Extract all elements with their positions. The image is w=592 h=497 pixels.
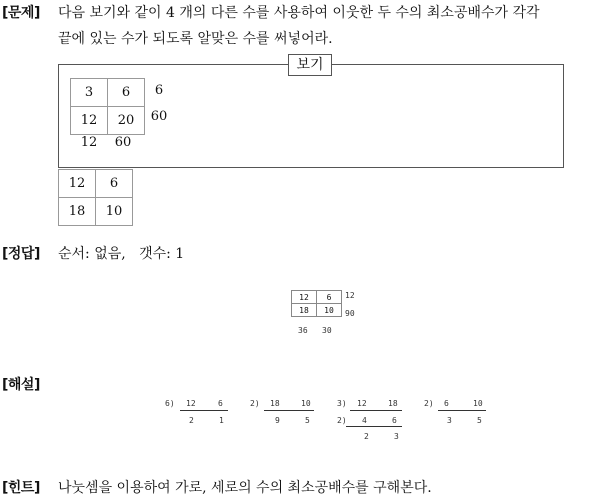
answer-cell: 10 xyxy=(317,304,342,317)
question-cell: 10 xyxy=(96,198,133,226)
hint-text: 나눗셈을 이용하여 가로, 세로의 수의 최소공배수를 구해본다. xyxy=(58,480,432,496)
example-bottom-value: 60 xyxy=(114,135,132,150)
division-number: 6 xyxy=(444,399,449,408)
division-divisor: 3) xyxy=(337,399,347,408)
division-line xyxy=(346,426,402,427)
division-number: 4 xyxy=(362,416,367,425)
division-quotient: 5 xyxy=(305,416,310,425)
division-divisor: 2) xyxy=(424,399,434,408)
question-cell: 18 xyxy=(59,198,96,226)
example-bottom-value: 12 xyxy=(80,135,98,150)
division-line xyxy=(264,410,314,411)
answer-cell: 18 xyxy=(292,304,317,317)
hint-tag: [힌트] xyxy=(2,480,40,496)
division-quotient: 3 xyxy=(394,432,399,441)
division-quotient: 3 xyxy=(447,416,452,425)
answer-cell: 12 xyxy=(292,291,317,304)
division-number: 18 xyxy=(388,399,398,408)
answer-bottom-value: 30 xyxy=(322,326,332,335)
example-cell: 3 xyxy=(71,79,108,107)
division-line xyxy=(180,410,228,411)
question-cell: 12 xyxy=(59,170,96,198)
answer-grid xyxy=(291,290,342,317)
problem-text-line2: 끝에 있는 수가 되도록 알맞은 수를 써넣어라. xyxy=(58,31,333,47)
division-number: 18 xyxy=(270,399,280,408)
example-cell: 6 xyxy=(108,79,145,107)
division-number: 10 xyxy=(301,399,311,408)
answer-right-value: 12 xyxy=(345,291,355,300)
answer-text: 순서: 없음, 갯수: 1 xyxy=(58,246,185,262)
division-quotient: 2 xyxy=(364,432,369,441)
problem-text-line1: 다음 보기와 같이 4 개의 다른 수를 사용하여 이웃한 두 수의 최소공배수가 각각 xyxy=(58,5,540,21)
division-quotient: 5 xyxy=(477,416,482,425)
answer-cell: 6 xyxy=(317,291,342,304)
example-box-label: 보기 xyxy=(288,54,332,76)
division-quotient: 2 xyxy=(189,416,194,425)
question-cell: 6 xyxy=(96,170,133,198)
answer-bottom-value: 36 xyxy=(298,326,308,335)
question-grid xyxy=(58,169,133,226)
example-cell: 12 xyxy=(71,107,108,135)
division-line xyxy=(438,410,486,411)
division-line xyxy=(350,410,402,411)
division-divisor: 2) xyxy=(250,399,260,408)
division-number: 10 xyxy=(473,399,483,408)
division-quotient: 9 xyxy=(275,416,280,425)
answer-right-value: 90 xyxy=(345,309,355,318)
example-cell: 20 xyxy=(108,107,145,135)
example-right-value: 6 xyxy=(154,83,164,98)
explanation-tag: [해설] xyxy=(2,377,40,393)
division-number: 12 xyxy=(186,399,196,408)
division-quotient: 1 xyxy=(219,416,224,425)
division-number: 12 xyxy=(357,399,367,408)
division-number: 6 xyxy=(218,399,223,408)
problem-tag: [문제] xyxy=(2,5,40,21)
example-grid xyxy=(70,78,145,135)
division-divisor: 2) xyxy=(337,416,347,425)
division-divisor: 6) xyxy=(165,399,175,408)
answer-tag: [정답] xyxy=(2,246,40,262)
example-right-value: 60 xyxy=(150,109,168,124)
division-number: 6 xyxy=(392,416,397,425)
